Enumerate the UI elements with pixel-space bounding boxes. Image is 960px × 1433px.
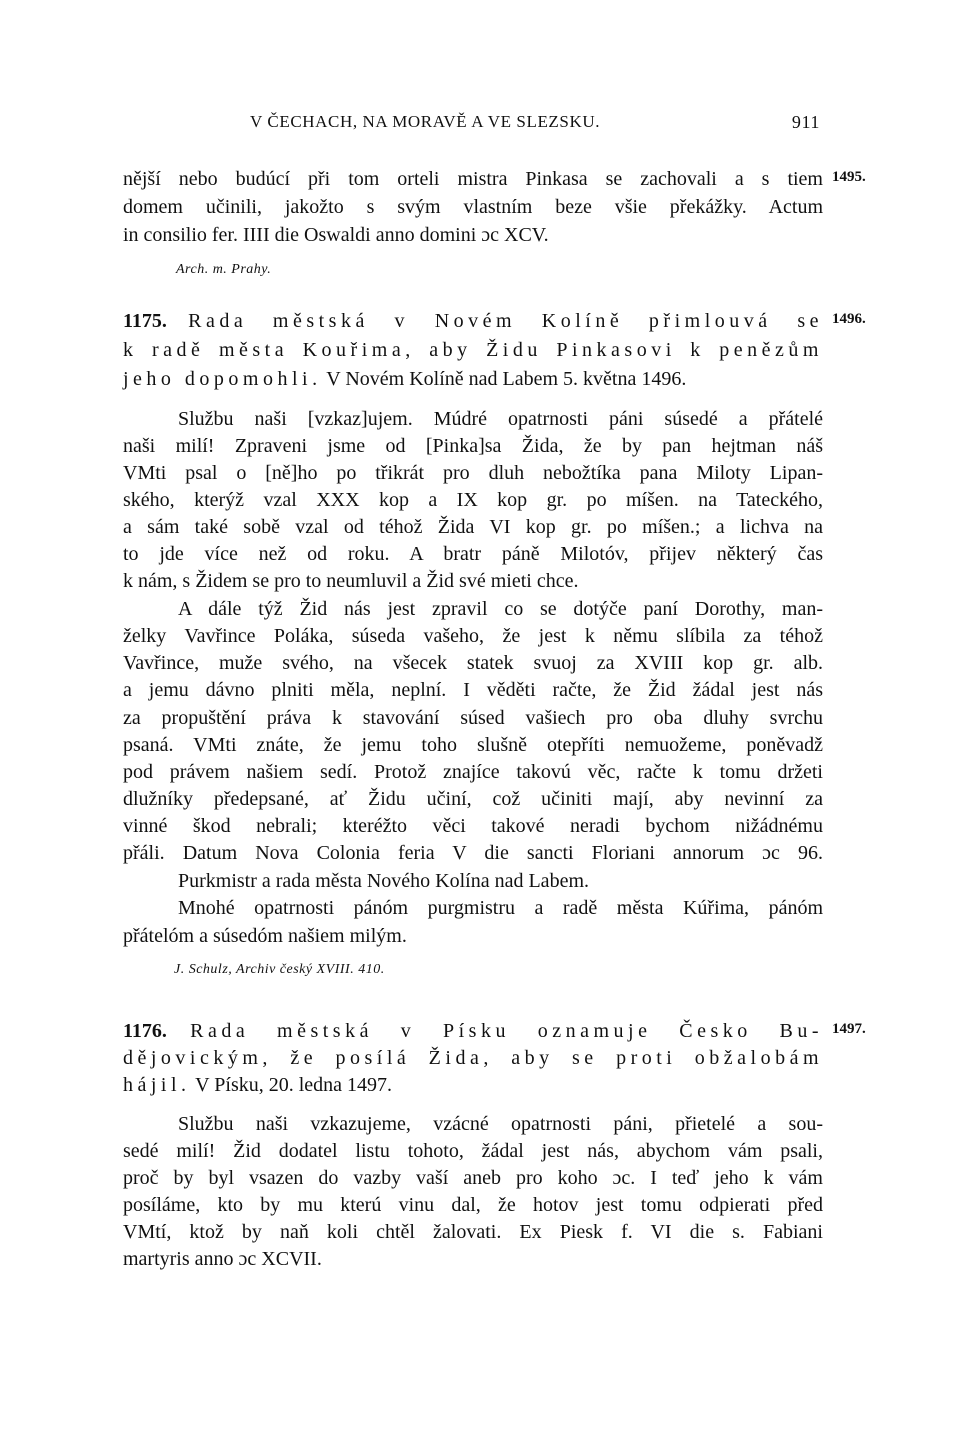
doc-heading-line	[123, 364, 823, 394]
body-line: přátelóm a súsedóm našiem milým.	[123, 925, 407, 947]
body-line: ského, kterýž vzal XXX kop a IX kop gr. po míšen. na Tateckého,	[123, 489, 823, 511]
body-line: Mnohé opatrnosti pánóm purgmistru a radě města Kúřima, pánóm	[178, 897, 823, 919]
doc-heading-line	[123, 1070, 823, 1100]
body-line: posíláme, kto by mu kterú vinu dal, že hotov jest tomu odpierati před	[123, 1194, 823, 1216]
body-line: Vavřince, muže svého, na všecek statek svuoj za XVIII kop gr. alb.	[123, 652, 823, 674]
body-line: to jde více než od roku. A bratr páně Milotóv, přijev některý čas	[123, 543, 823, 565]
body-line: Purkmistr a rada města Nového Kolína nad Labem.	[178, 870, 589, 892]
doc-date-place: V Novém Kolíně nad Labem 5. května 1496.	[321, 368, 687, 390]
body-line: VMtí, ktož by naň koli chtěl žalovati. Ex Piesk f. VI die s. Fabiani	[123, 1221, 823, 1243]
margin-year: 1497.	[832, 1021, 866, 1037]
body-line: k nám, s Židem se pro to neumluvil a Žid své mieti chce.	[123, 570, 579, 592]
doc-number: 1175.	[123, 310, 167, 332]
running-header	[250, 112, 820, 132]
doc-heading-line: dějovickým, že posílá Žida, aby se proti obžalobám	[123, 1047, 823, 1069]
doc-heading-line	[123, 306, 823, 336]
body-line: Službu naši vzkazujeme, vzácné opatrnosti páni, přietelé a sou-	[178, 1113, 823, 1135]
source-citation: Arch. m. Prahy.	[176, 262, 272, 277]
body-line: pod právem našiem sedí. Protož znajíce takovú věc, račte k tomu držeti	[123, 761, 823, 783]
body-line: sedé milí! Žid dodatel listu tohoto, žádal jest nás, abychom vám psali,	[123, 1140, 823, 1162]
body-line: vinné škod nebrali; kteréžto věci takové neradi bychom nižádnému	[123, 815, 823, 837]
running-title: V ČECHACH, NA MORAVĚ A VE SLEZSKU.	[250, 112, 601, 131]
body-line: Službu naši [vzkaz]ujem. Múdré opatrnosti páni súsedé a přátelé	[178, 408, 823, 430]
doc-date-place: V Písku, 20. ledna 1497.	[190, 1074, 393, 1096]
doc-heading-text: jeho dopomohli.	[123, 368, 322, 390]
body-line: proč by byl vsazen do vazby vaší aneb pro koho ɔc. I teď jeho k vám	[123, 1167, 823, 1189]
body-line: martyris anno ɔc XCVII.	[123, 1248, 322, 1270]
doc-heading-text: hájil.	[123, 1074, 191, 1096]
margin-year: 1496.	[832, 311, 866, 327]
text-line: nější nebo budúcí při tom orteli mistra Pinkasa se zachovali a s tiem	[123, 168, 823, 190]
body-line: a sám také sobě vzal od téhož Žida VI kop gr. po míšen.; a lichva na	[123, 516, 823, 538]
body-line: za propuštění práva k stavování súsed vašiech pro oba dluhy svrchu	[123, 707, 823, 729]
body-line: želky Vavřince Poláka, súseda vašeho, že jest k němu slíbila za téhož	[123, 625, 823, 647]
page-number: 911	[791, 112, 820, 132]
doc-number: 1176.	[123, 1020, 167, 1042]
body-line: a jemu dávno plniti měla, neplní. I věděti račte, že Žid žádal jest nás	[123, 679, 823, 701]
text-line: domem učinili, jakožto s svým vlastním beze všie překážky. Actum	[123, 196, 823, 218]
body-line: A dále týž Žid nás jest zpravil co se dotýče paní Dorothy, man-	[178, 598, 823, 620]
body-line: naši milí! Zpraveni jsme od [Pinka]sa Žida, že by pan hejtman náš	[123, 435, 823, 457]
margin-year: 1495.	[832, 169, 866, 185]
doc-heading-line	[123, 1016, 823, 1046]
body-line: přáli. Datum Nova Colonia feria V die sancti Floriani annorum ɔc 96.	[123, 842, 823, 864]
doc-heading-text: Rada městská v Novém Kolíně přimlouvá se	[188, 310, 823, 332]
body-line: dlužníky předepsané, ať Židu učiní, což učiniti mají, aby nevinní za	[123, 788, 823, 810]
body-line: VMti psal o [ně]ho po třikrát pro dluh nebožtíka pana Miloty Lipan-	[123, 462, 823, 484]
doc-heading-text: Rada městská v Písku oznamuje Česko Bu-	[190, 1020, 823, 1042]
body-line: psaná. VMti znáte, že jemu toho slušně otepříti nemuožeme, poněvadž	[123, 734, 823, 756]
doc-heading-line: k radě města Kouřima, aby Židu Pinkasovi k penězům	[123, 339, 823, 361]
source-citation: J. Schulz, Archiv český XVIII. 410.	[174, 962, 385, 977]
text-line: in consilio fer. IIII die Oswaldi anno domini ɔc XCV.	[123, 224, 549, 246]
